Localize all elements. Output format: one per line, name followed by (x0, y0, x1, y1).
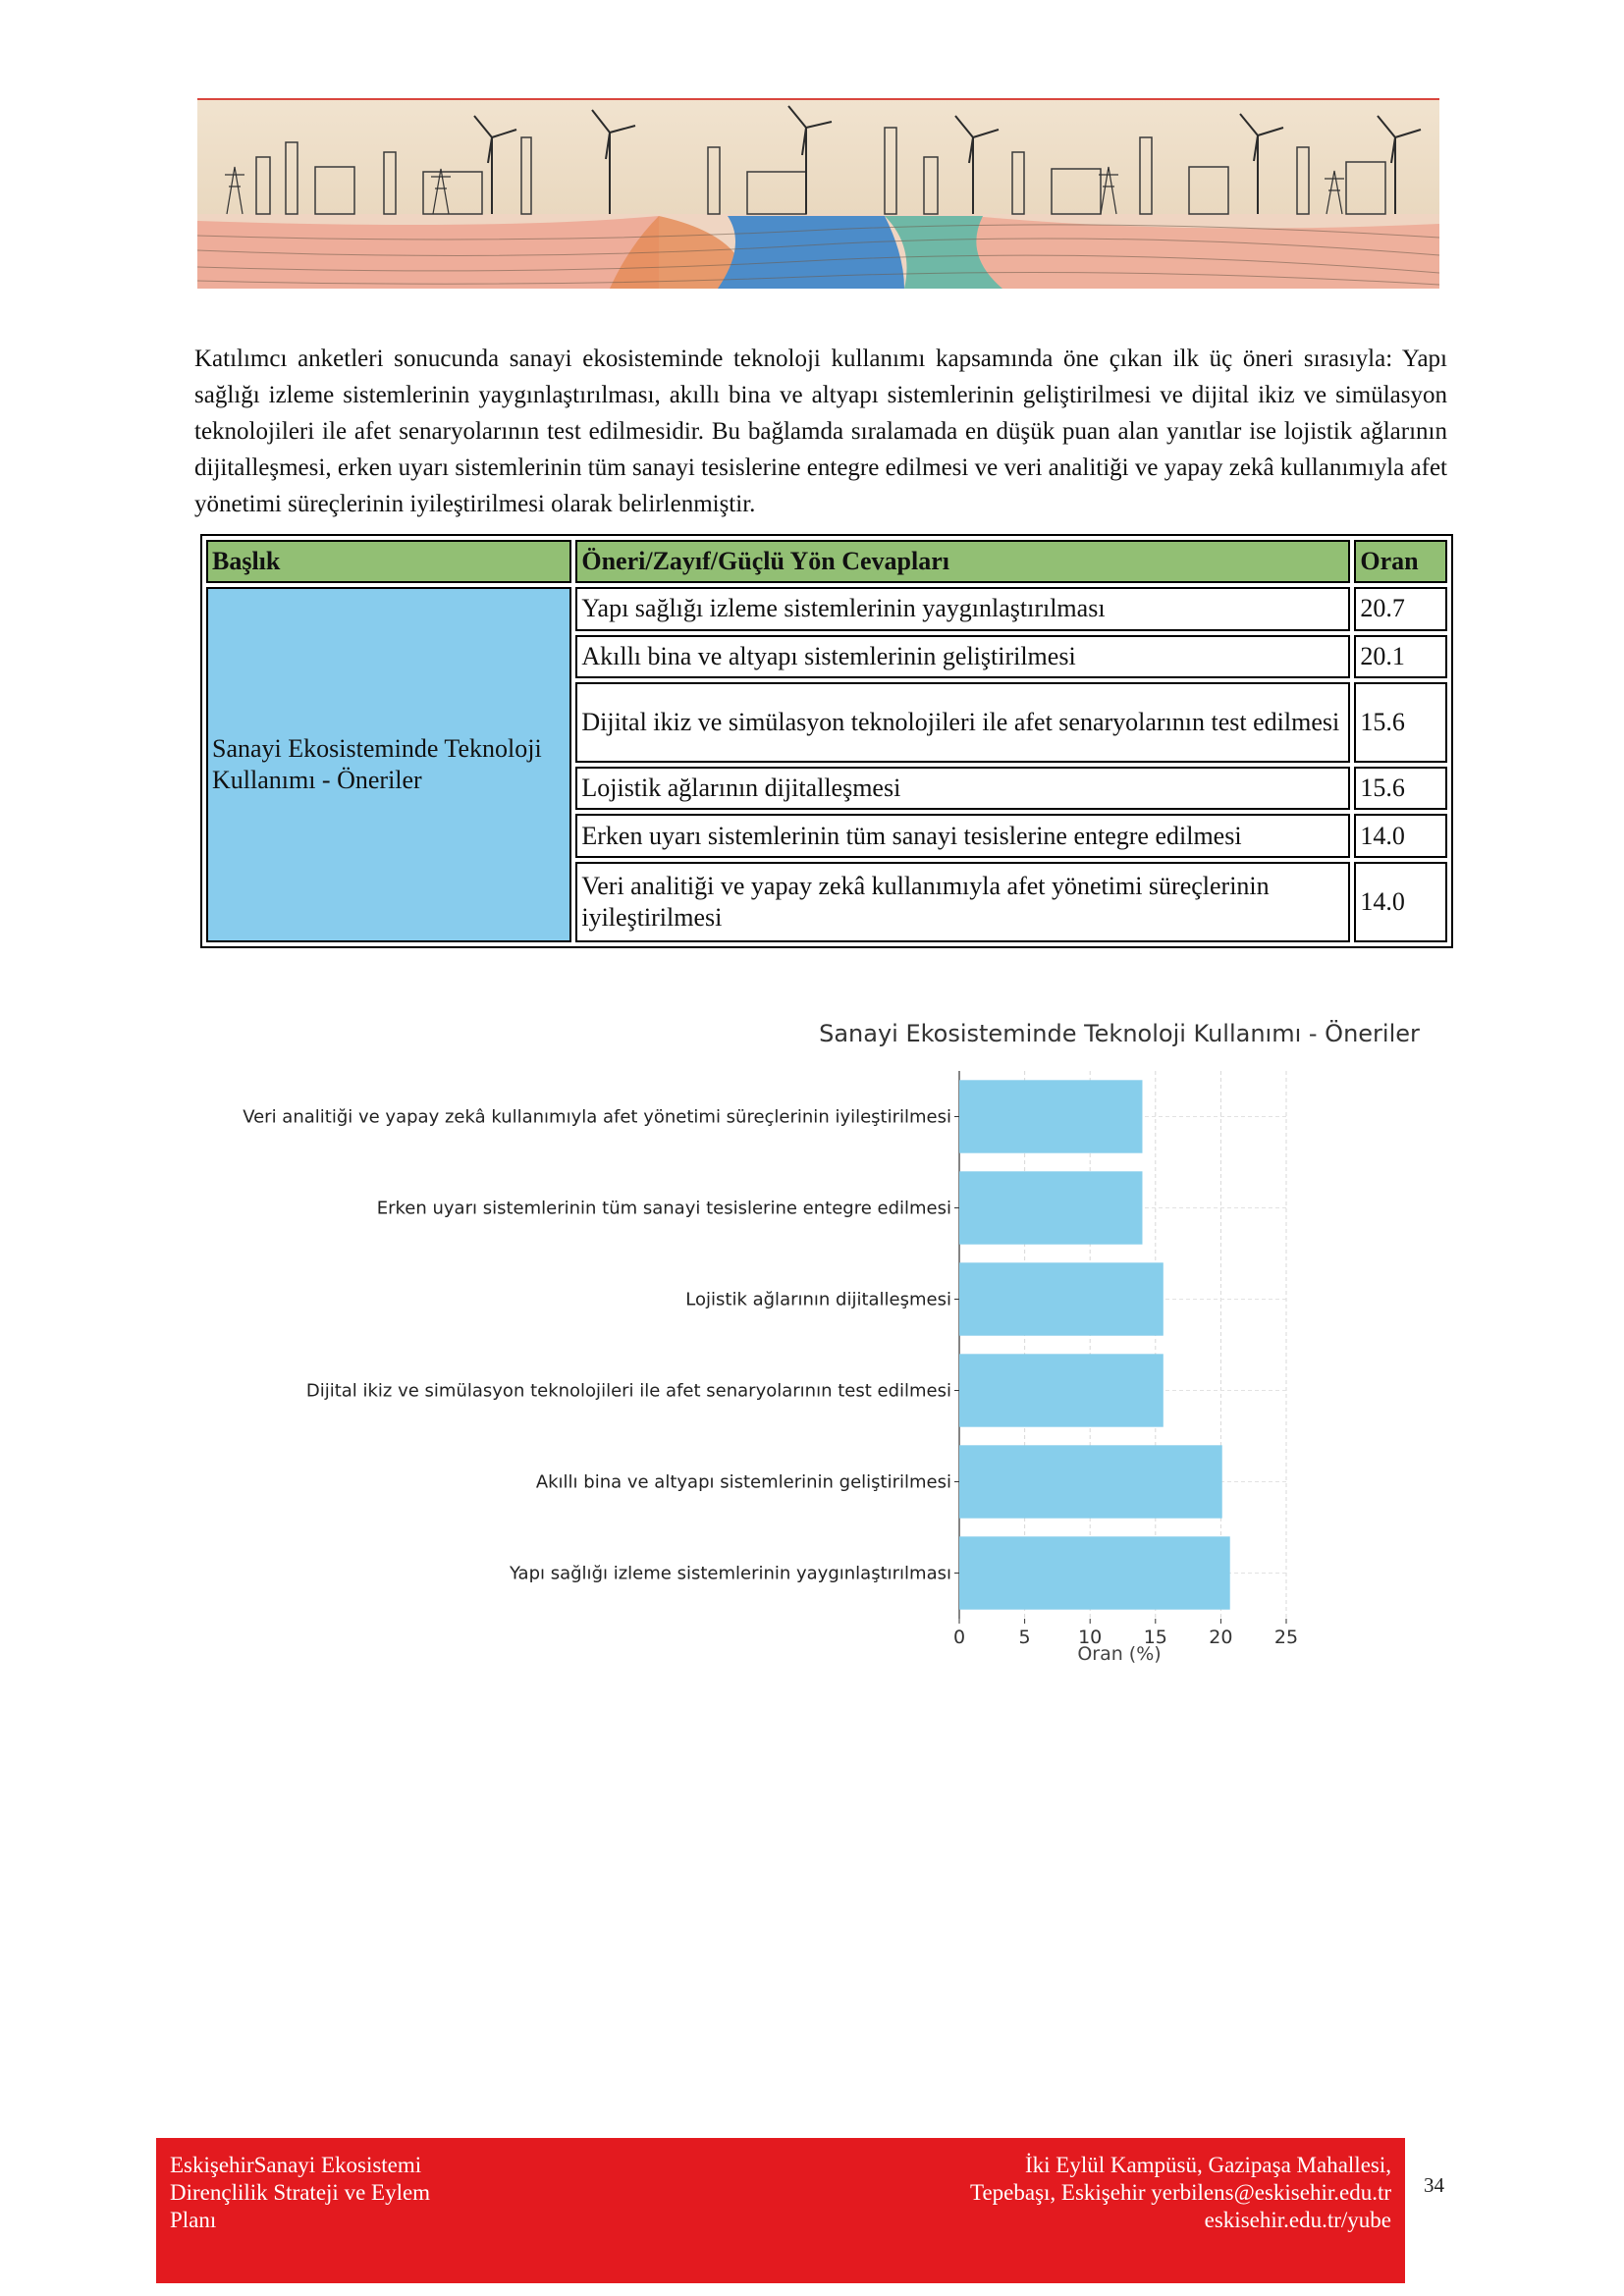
header-baslik: Başlık (206, 540, 571, 583)
category-label: Lojistik ağlarının dijitalleşmesi (685, 1289, 951, 1310)
rate-cell: 15.6 (1354, 767, 1447, 810)
x-tick-label: 0 (952, 1627, 966, 1648)
chart-title: Sanayi Ekosisteminde Teknoloji Kullanımı - Öneriler (819, 1020, 1420, 1047)
bar (959, 1445, 1222, 1518)
chart-bars (959, 1080, 1230, 1609)
category-label: Erken uyarı sistemlerinin tüm sanayi tesislerine entegre edilmesi (376, 1198, 951, 1219)
answer-cell: Lojistik ağlarının dijitalleşmesi (575, 767, 1350, 810)
results-table (200, 534, 1453, 948)
category-label: Akıllı bina ve altyapı sistemlerinin geliştirilmesi (535, 1471, 951, 1493)
answer-cell: Akıllı bina ve altyapı sistemlerinin geliştirilmesi (575, 635, 1350, 678)
header-cevaplar: Öneri/Zayıf/Güçlü Yön Cevapları (575, 540, 1350, 583)
banner-illustration (197, 98, 1439, 289)
page-number: 34 (1424, 2173, 1444, 2197)
chart-category-labels (243, 1107, 959, 1584)
rate-cell: 20.7 (1354, 587, 1447, 630)
answer-cell: Erken uyarı sistemlerinin tüm sanayi tesislerine entegre edilmesi (575, 814, 1350, 857)
bar (959, 1354, 1164, 1426)
footer-right-line: İki Eylül Kampüsü, Gazipaşa Mahallesi, (1024, 2153, 1391, 2177)
footer-left-line: Planı (170, 2208, 217, 2232)
x-tick-label: 20 (1209, 1627, 1233, 1648)
footer-left-line: Dirençlilik Strateji ve Eylem (170, 2180, 431, 2205)
rate-cell: 14.0 (1354, 862, 1447, 942)
category-label: Dijital ikiz ve simülasyon teknolojileri ile afet senaryolarının test edilmesi (305, 1380, 951, 1402)
rate-cell: 20.1 (1354, 635, 1447, 678)
footer-right-line: eskisehir.edu.tr/yube (1204, 2208, 1391, 2232)
table-header-row (206, 540, 1447, 583)
bar (959, 1536, 1230, 1609)
chart-x-axis-label: Oran (%) (1077, 1643, 1162, 1665)
bar-chart (196, 1017, 1453, 1675)
footer-right (970, 2152, 1391, 2234)
group-label-cell: Sanayi Ekosisteminde Teknoloji Kullanımı - Öneriler (206, 587, 571, 942)
header-oran: Oran (1354, 540, 1447, 583)
intro-paragraph: Katılımcı anketleri sonucunda sanayi ekosisteminde teknoloji kullanımı kapsamında öne çıkan ilk üç öneri sırasıyla: Yapı sağlığı izleme sistemlerinin yaygınlaştırılması, akıllı bina ve altyapı sistemlerinin geliştirilmesi ve dijital ikiz ve simülasyon teknolojileri ile afet senaryolarının test edilmesidir. Bu bağlamda sıralamada en düşük puan alan yanıtlar ise lojistik ağlarının dijitalleşmesi, erken uyarı sistemlerinin tüm sanayi tesislerine entegre edilmesi ve veri analitiği ve yapay zekâ kullanımıyla afet yönetimi süreçlerinin iyileştirilmesi olarak belirlenmiştir. (194, 346, 1447, 517)
category-label: Yapı sağlığı izleme sistemlerinin yaygınlaştırılması (510, 1563, 951, 1584)
category-label: Veri analitiği ve yapay zekâ kullanımıyla afet yönetimi süreçlerinin iyileştirilmesi (243, 1106, 951, 1128)
x-tick-label: 5 (1018, 1627, 1031, 1648)
x-tick-label: 10 (1078, 1627, 1103, 1648)
answer-cell: Yapı sağlığı izleme sistemlerinin yaygınlaştırılması (575, 587, 1350, 630)
footer-band (156, 2138, 1405, 2283)
footer-left-line: EskişehirSanayi Ekosistemi (170, 2153, 422, 2177)
answer-cell: Dijital ikiz ve simülasyon teknolojileri ile afet senaryolarının test edilmesi (575, 682, 1350, 763)
rate-cell: 15.6 (1354, 682, 1447, 763)
x-tick-label: 15 (1143, 1627, 1167, 1648)
bar (959, 1080, 1142, 1152)
footer-left (170, 2152, 430, 2234)
footer-right-line: Tepebaşı, Eskişehir yerbilens@eskisehir.edu.tr (970, 2180, 1391, 2205)
rate-cell: 14.0 (1354, 814, 1447, 857)
answer-cell: Veri analitiği ve yapay zekâ kullanımıyla afet yönetimi süreçlerinin iyileştirilmesi (575, 862, 1350, 942)
bar (959, 1262, 1164, 1335)
bar (959, 1171, 1142, 1244)
table-row (206, 587, 1447, 630)
x-tick-label: 25 (1273, 1627, 1299, 1648)
